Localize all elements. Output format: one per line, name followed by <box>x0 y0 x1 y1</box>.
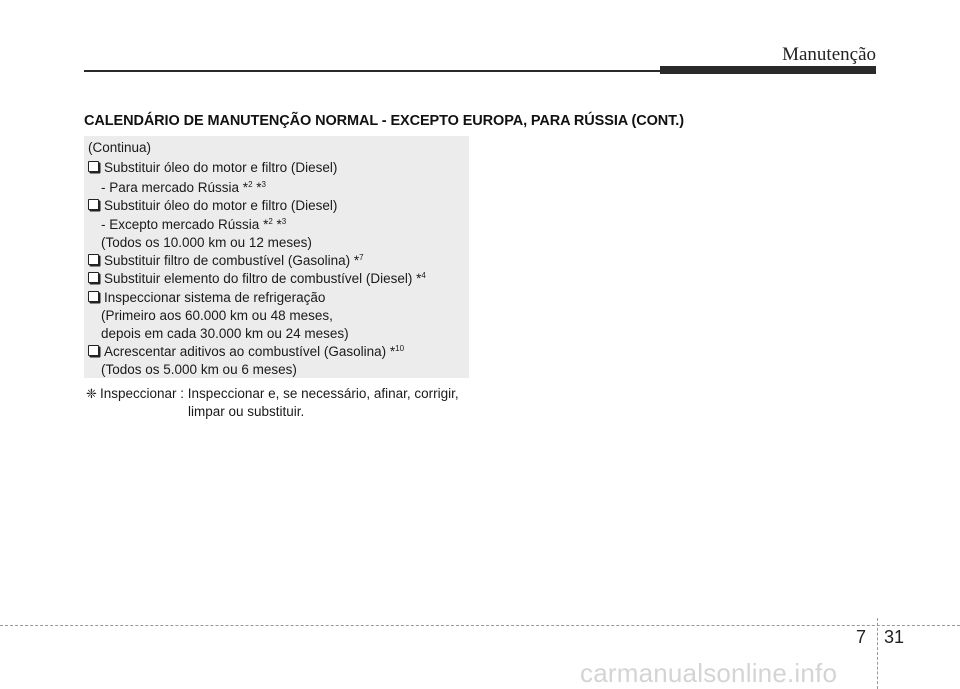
footnote-ref: 2 <box>268 217 273 226</box>
header-title: Manutenção <box>782 44 876 65</box>
item-label: - Excepto mercado Rússia * <box>101 217 269 232</box>
item-label: Substituir filtro de combustível (Gasolina) * <box>104 253 360 268</box>
footnote-ref: 7 <box>359 253 364 262</box>
checkbox-icon <box>88 161 99 172</box>
checkbox-icon <box>88 345 99 356</box>
item-interval: depois em cada 30.000 km ou 24 meses) <box>101 326 349 341</box>
item-label-mid: * <box>252 180 262 195</box>
item-label: Acrescentar aditivos ao combustível (Gasolina) * <box>104 344 396 359</box>
continua-label: (Continua) <box>88 140 152 155</box>
item-sub-russia <box>101 180 266 196</box>
item-oil-diesel-russia <box>88 160 337 176</box>
watermark: carmanualsonline.info <box>580 658 838 688</box>
item-interval: (Todos os 10.000 km ou 12 meses) <box>101 235 312 250</box>
item-interval: (Primeiro aos 60.000 km ou 48 meses, <box>101 308 333 323</box>
item-fuel-filter-diesel <box>88 271 426 287</box>
checkbox-icon <box>88 199 99 210</box>
header-rule-thick <box>660 66 876 74</box>
footnote-ref: 3 <box>281 217 287 226</box>
checkbox-icon <box>88 254 99 265</box>
item-label: Substituir elemento do filtro de combustível (Diesel) * <box>104 271 422 286</box>
footnote-ref: 10 <box>395 344 405 353</box>
page-number: 31 <box>884 627 905 647</box>
note-symbol-icon: ❈ <box>86 386 97 401</box>
footer-rule <box>0 625 960 626</box>
item-fuel-additive <box>88 344 404 360</box>
chapter-number: 7 <box>856 627 867 647</box>
section-title: CALENDÁRIO DE MANUTENÇÃO NORMAL - EXCEPTO EUROPA, PARA RÚSSIA (CONT.) <box>84 113 684 129</box>
item-label: Substituir óleo do motor e filtro (Diesel) <box>104 198 338 213</box>
footnote-ref: 4 <box>421 271 426 280</box>
checkbox-icon <box>88 272 99 283</box>
item-cooling-system <box>88 290 325 306</box>
item-interval: (Todos os 5.000 km ou 6 meses) <box>101 362 297 377</box>
note-line-1: Inspeccionar : Inspeccionar e, se necessário, afinar, corrigir, <box>100 386 459 401</box>
item-oil-diesel-non-russia <box>88 198 337 214</box>
checkbox-icon <box>88 291 99 302</box>
footnote-ref: 2 <box>248 180 253 189</box>
item-label: - Para mercado Rússia * <box>101 180 249 195</box>
header-rule-thin <box>84 70 660 72</box>
item-sub-non-russia <box>101 217 286 233</box>
item-fuel-filter-gasoline <box>88 253 364 269</box>
item-label: Inspeccionar sistema de refrigeração <box>104 290 326 305</box>
footer-divider <box>877 618 878 689</box>
note-line-2: limpar ou substituir. <box>188 404 305 419</box>
item-label: Substituir óleo do motor e filtro (Diesel) <box>104 160 338 175</box>
item-label-mid: * <box>272 217 282 232</box>
footnote-ref: 3 <box>261 180 266 189</box>
